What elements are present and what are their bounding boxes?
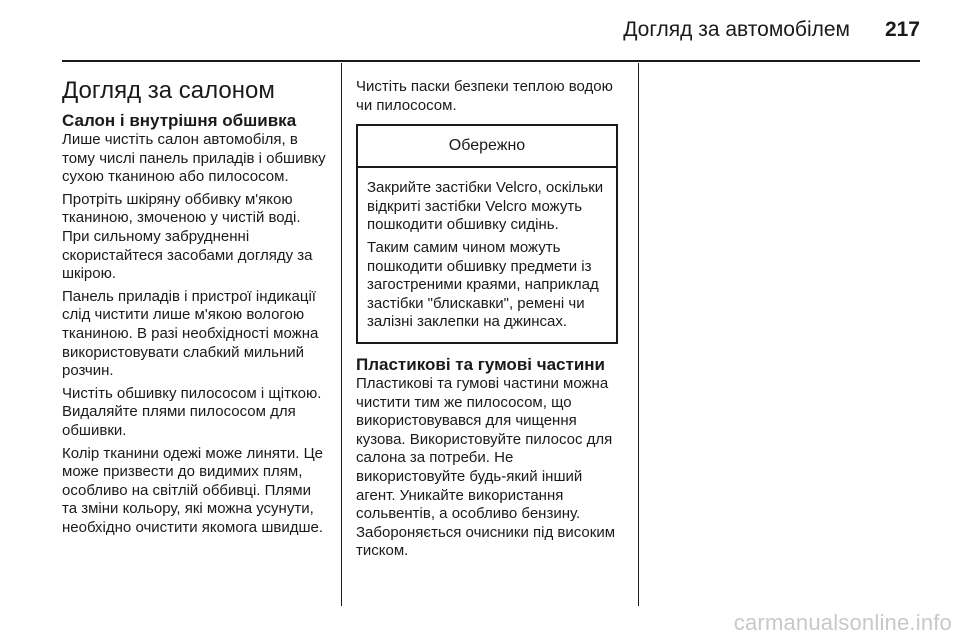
column-divider-right [638, 63, 639, 606]
caution-paragraph: Закрийте застібки Velcro, оскільки відкриті застібки Velcro можуть пошкодити обшивку сидінь. [367, 179, 604, 234]
header-rule [62, 60, 920, 62]
caution-box [356, 124, 618, 344]
column-divider-left [341, 63, 342, 606]
running-header-title: Догляд за автомобілем [623, 18, 850, 41]
subsection-title-interior: Салон і внутрішня обшивка [62, 111, 297, 130]
middle-column [356, 78, 624, 565]
page-number: 217 [884, 18, 920, 41]
paragraph: Протріть шкіряну оббивку м'якою тканиною, змоченою у чистій воді. При сильному забрудненні скористайтеся засобами догляду за шкірою. [62, 190, 313, 283]
left-column [62, 76, 328, 541]
paragraph: Лише чистіть салон автомобіля, в тому числі панель приладів і обшивку сухою тканиною або пилососом. [62, 131, 326, 186]
paragraph: Пластикові та гумові частини можна чистити тим же пилососом, що використовувався для чищення кузова. Використовуйте пилосос для салона за потреби. Не використовуйте будь-який інший агент. Уникайте використання сольвентів, а особливо бензину. Забороняється очисники під високим тиском. [356, 374, 616, 560]
caution-body [358, 168, 616, 342]
caution-heading: Обережно [358, 126, 616, 168]
caution-paragraph: Таким самим чином можуть пошкодити обшивку предмети із загостреними краями, наприклад застібки "блискавки", ремені чи залізні заклепки на джинсах. [367, 238, 599, 331]
paragraph: Колір тканини одежі може линяти. Це може призвести до видимих плям, особливо на світлій оббивці. Плями та зміни кольору, які можна усунути, необхідно очистити якомога швидше. [62, 444, 324, 536]
paragraph: Чистіть паски безпеки теплою водою чи пилососом. [356, 78, 613, 114]
paragraph: Чистіть обшивку пилососом і щіткою. Видаляйте плями пилососом для обшивки. [62, 384, 322, 439]
watermark: carmanualsonline.info [733, 610, 952, 635]
subsection-title-plastic: Пластикові та гумові частини [356, 354, 605, 374]
section-title: Догляд за салоном [62, 77, 275, 104]
paragraph: Панель приладів і пристрої індикації слід чистити лише м'якою вологою тканиною. В разі необхідності можна використовувати слабкий мильний розчин. [62, 287, 319, 380]
